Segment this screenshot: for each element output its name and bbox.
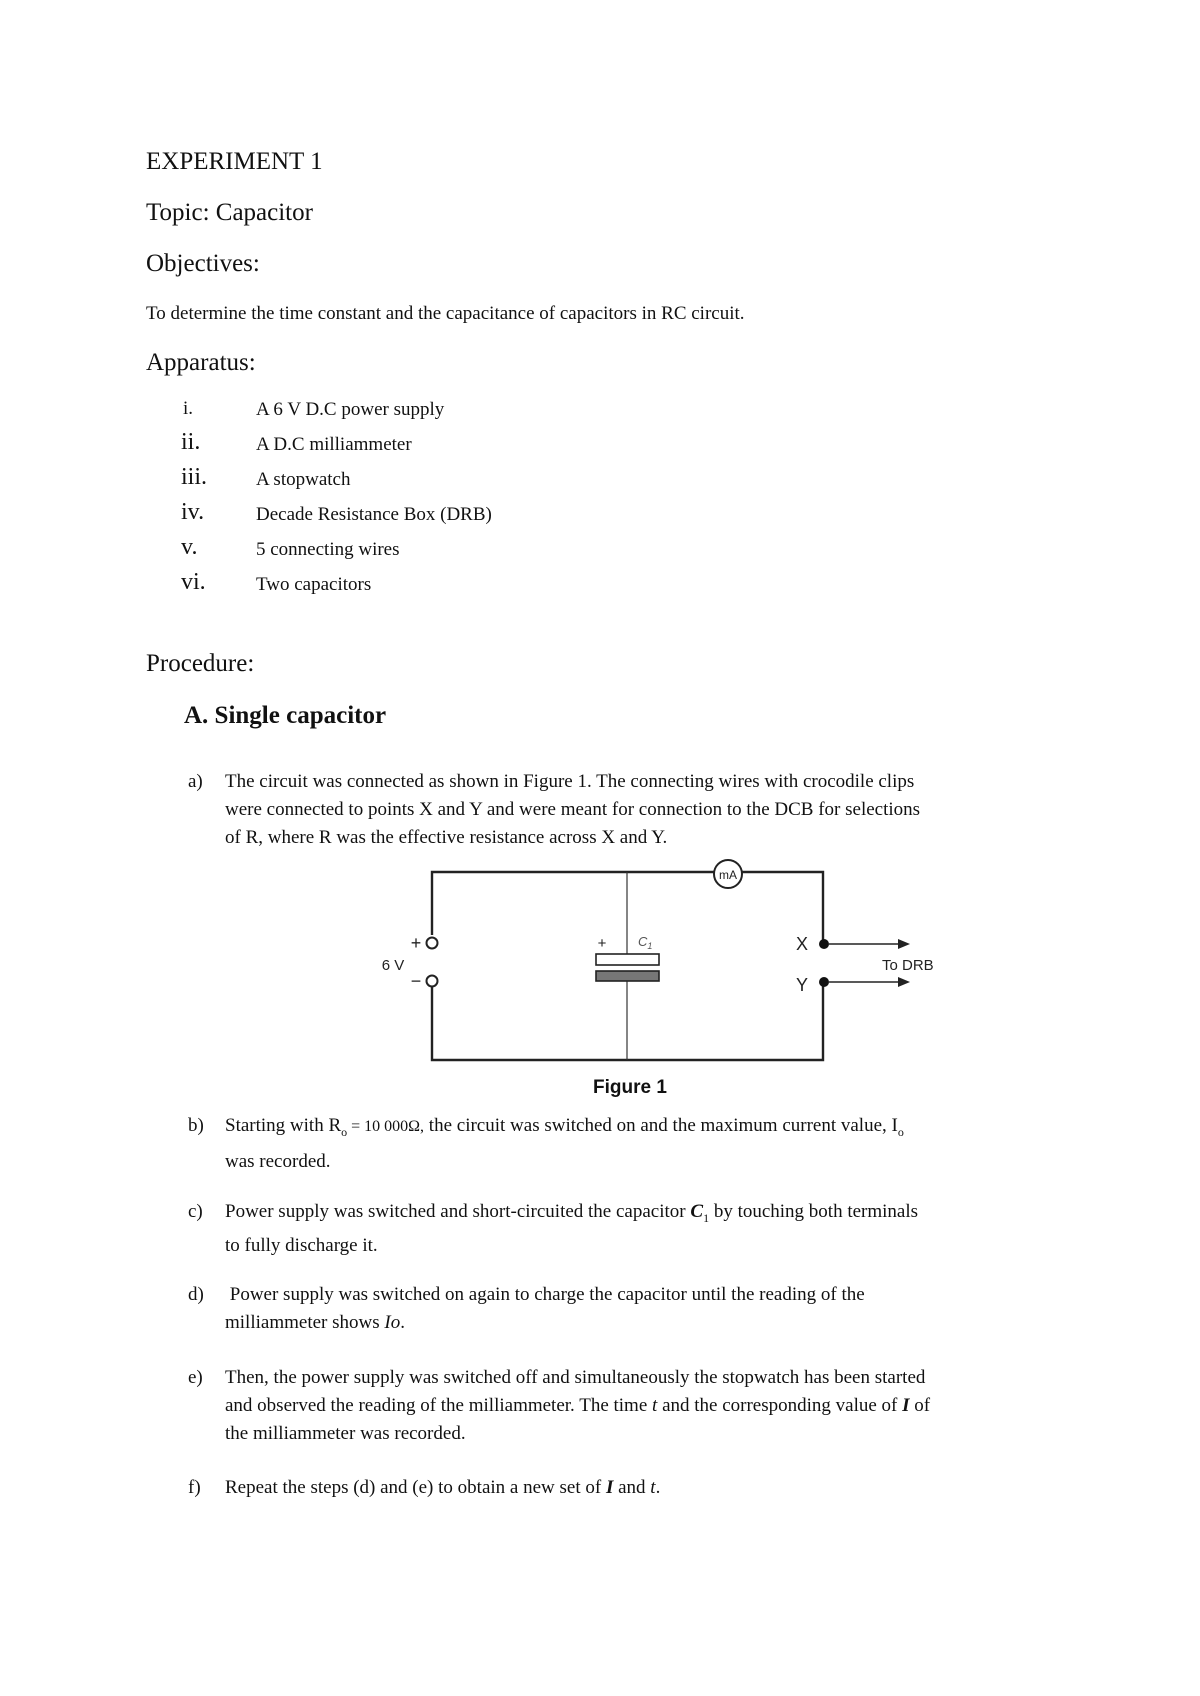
step-c-cap: C bbox=[690, 1201, 704, 1222]
step-b-line-2: was recorded. bbox=[225, 1150, 331, 1172]
step-f-pre: Repeat the steps (d) and (e) to obtain a new set of bbox=[225, 1477, 606, 1498]
step-e-i: I bbox=[902, 1395, 910, 1416]
step-a-line-2: were connected to points X and Y and were meant for connection to the DCB for selections bbox=[225, 799, 921, 820]
step-c-sub: 1 bbox=[703, 1210, 710, 1225]
terminal-x-label: X bbox=[795, 934, 809, 954]
step-e-pre: and observed the reading of the milliammeter. The time bbox=[225, 1395, 653, 1416]
step-e-line-3: the milliammeter was recorded. bbox=[225, 1423, 466, 1444]
supply-voltage-label: 6 V bbox=[381, 957, 405, 974]
step-f-t: t bbox=[650, 1477, 656, 1498]
topic-title: Topic: Capacitor bbox=[146, 199, 313, 226]
terminal-x-dot bbox=[819, 939, 829, 949]
supply-terminal-positive bbox=[427, 938, 438, 949]
step-c-line-2: to fully discharge it. bbox=[225, 1234, 378, 1256]
step-b-value: = 10 000Ω, bbox=[347, 1118, 425, 1135]
apparatus-title: Apparatus: bbox=[146, 349, 256, 376]
step-e-mid: and the corresponding value of bbox=[657, 1395, 903, 1416]
step-a-label: a) bbox=[188, 771, 203, 792]
capacitor-label-sub: 1 bbox=[647, 941, 653, 951]
step-c-text bbox=[225, 1198, 1055, 1260]
step-d-text bbox=[225, 1281, 1055, 1337]
step-f-post: . bbox=[655, 1477, 661, 1498]
section-a-title: A. Single capacitor bbox=[184, 702, 387, 729]
step-d-post: . bbox=[400, 1312, 405, 1333]
step-b-pre: Starting with R bbox=[225, 1115, 342, 1136]
arrow-x-head bbox=[898, 939, 910, 949]
step-e-text bbox=[225, 1364, 1055, 1448]
terminal-y-label: Y bbox=[795, 975, 809, 995]
supply-minus-sign: − bbox=[410, 971, 422, 991]
experiment-title: EXPERIMENT 1 bbox=[146, 148, 323, 175]
step-b-label: b) bbox=[188, 1115, 204, 1136]
step-b-sub2: o bbox=[897, 1124, 904, 1139]
step-e-t: t bbox=[652, 1395, 658, 1416]
step-e-label: e) bbox=[188, 1367, 203, 1388]
apparatus-num-6: vi. bbox=[181, 569, 206, 595]
step-b-line-1 bbox=[225, 1112, 1055, 1146]
apparatus-item-2: A D.C milliammeter bbox=[256, 434, 412, 455]
to-drb-label: To DRB bbox=[882, 957, 934, 974]
capacitor-plate-positive bbox=[596, 954, 659, 965]
step-a-line-3: of R, where R was the effective resistance across X and Y. bbox=[225, 827, 668, 848]
apparatus-num-1: i. bbox=[183, 398, 194, 419]
supply-plus-sign: + bbox=[410, 933, 422, 953]
capacitor-label-letter: C bbox=[638, 934, 648, 949]
apparatus-num-3: iii. bbox=[181, 464, 208, 490]
apparatus-num-2: ii. bbox=[181, 429, 201, 455]
milliammeter-label: mA bbox=[719, 868, 737, 882]
procedure-title: Procedure: bbox=[146, 650, 255, 677]
capacitor-plus-sign: + bbox=[597, 935, 607, 952]
capacitor-label bbox=[638, 934, 652, 951]
step-e-post: of bbox=[909, 1395, 931, 1416]
step-e-line-1: Then, the power supply was switched off and simultaneously the stopwatch has been started bbox=[225, 1367, 926, 1388]
wire-top-left bbox=[432, 872, 714, 935]
capacitor-plate-negative bbox=[596, 971, 659, 981]
apparatus-item-6: Two capacitors bbox=[256, 574, 372, 595]
step-d-label: d) bbox=[188, 1284, 204, 1305]
step-a-line-1: The circuit was connected as shown in Figure 1. The connecting wires with crocodile clips bbox=[225, 771, 915, 792]
step-d-line-2 bbox=[225, 1309, 1055, 1337]
step-f-label: f) bbox=[188, 1477, 201, 1498]
step-c-line-1 bbox=[225, 1198, 1055, 1232]
step-e-line-2 bbox=[225, 1392, 1055, 1420]
step-c-post: by touching both terminals bbox=[709, 1201, 919, 1222]
step-b-text bbox=[225, 1112, 1055, 1176]
apparatus-item-3: A stopwatch bbox=[256, 469, 351, 490]
step-f-i: I bbox=[605, 1477, 614, 1498]
terminal-y-dot bbox=[819, 977, 829, 987]
apparatus-item-5: 5 connecting wires bbox=[256, 539, 400, 560]
supply-terminal-negative bbox=[427, 976, 438, 987]
objectives-title: Objectives: bbox=[146, 250, 260, 277]
step-d-pre: milliammeter shows bbox=[225, 1312, 385, 1333]
step-d-var: Io bbox=[384, 1312, 401, 1333]
apparatus-item-1: A 6 V D.C power supply bbox=[256, 399, 445, 420]
step-b-post: the circuit was switched on and the maximum current value, I bbox=[424, 1115, 898, 1136]
step-f-line-1 bbox=[225, 1474, 1055, 1502]
objectives-text: To determine the time constant and the capacitance of capacitors in RC circuit. bbox=[146, 303, 745, 324]
apparatus-num-4: iv. bbox=[181, 499, 205, 525]
step-b-sub: o bbox=[341, 1124, 348, 1139]
step-c-pre: Power supply was switched and short-circuited the capacitor bbox=[225, 1201, 691, 1222]
figure-caption: Figure 1 bbox=[593, 1077, 667, 1098]
step-f-mid: and bbox=[613, 1477, 651, 1498]
step-f-text bbox=[225, 1474, 1055, 1502]
step-d-line-1: Power supply was switched on again to charge the capacitor until the reading of the bbox=[225, 1284, 865, 1305]
wire-top-right bbox=[742, 872, 823, 945]
apparatus-num-5: v. bbox=[181, 534, 198, 560]
arrow-y-head bbox=[898, 977, 910, 987]
step-c-label: c) bbox=[188, 1201, 203, 1222]
apparatus-item-4: Decade Resistance Box (DRB) bbox=[256, 504, 492, 525]
